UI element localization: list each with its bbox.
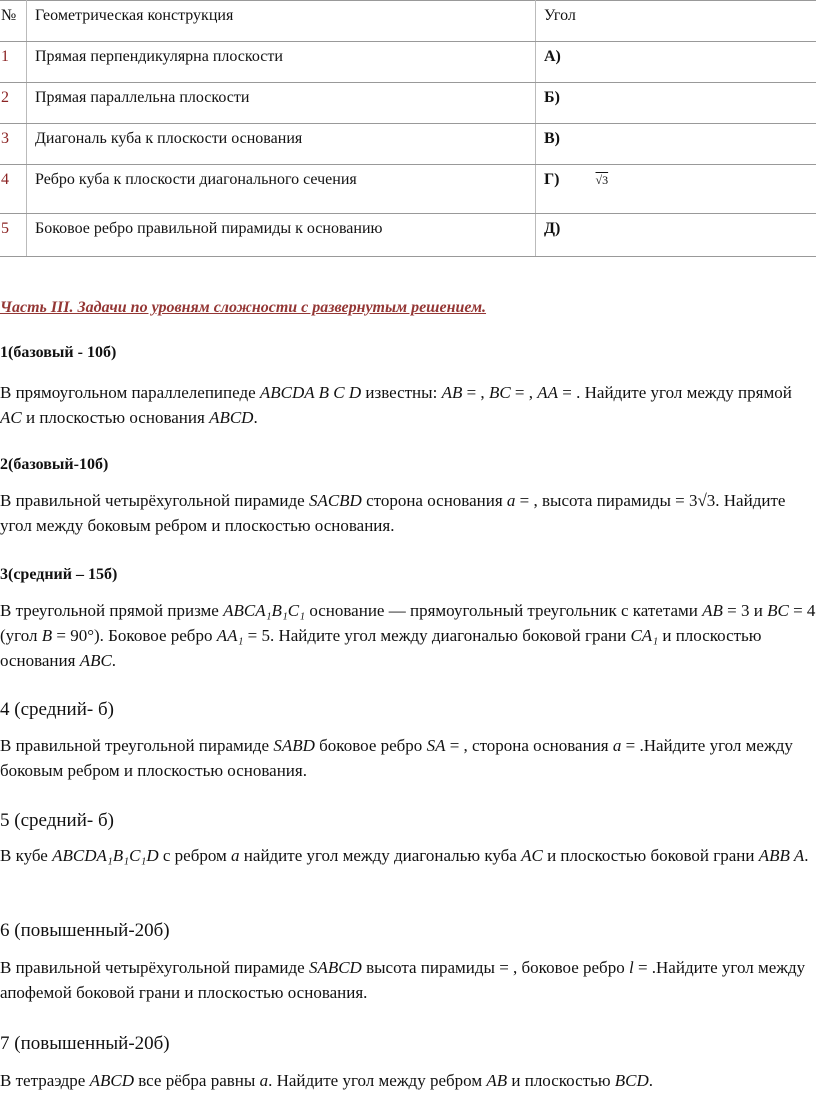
- text-segment: найдите угол между диагональю куба: [239, 846, 522, 865]
- math-expression: ABB A: [758, 846, 805, 865]
- text-segment: = , высота пирамиды = 3√3. Найдите угол между боковым ребром и плоскостью основания.: [0, 491, 786, 535]
- angle-matching-table: [0, 0, 816, 257]
- angle-label: В): [544, 130, 560, 147]
- text-segment: с ребром: [158, 846, 232, 865]
- angle-label: Д): [544, 220, 561, 237]
- angle-cell: [536, 214, 816, 257]
- header-cell: Геометрическая конструкция: [27, 1, 536, 42]
- text-segment: В правильной четырёхугольной пирамиде: [0, 958, 309, 977]
- task-heading: 1(базовый - 10б): [0, 344, 117, 361]
- math-expression: ABC: [79, 651, 112, 670]
- angle-value: √3: [595, 173, 609, 187]
- angle-cell: [536, 165, 816, 214]
- angle-label: Б): [544, 89, 560, 106]
- task-text: [0, 488, 816, 538]
- task-heading: 2(базовый-10б): [0, 456, 109, 473]
- task-heading: 3(средний – 15б): [0, 566, 118, 583]
- text-segment: = 5. Найдите угол между диагональю боковой грани: [243, 626, 631, 645]
- task-heading: 4 (средний- б): [0, 699, 114, 720]
- table-row: [0, 165, 816, 214]
- task-text: [0, 843, 816, 868]
- construction-cell: Прямая перпендикулярна плоскости: [27, 42, 536, 83]
- table-row: [0, 124, 816, 165]
- text-segment: = 90°). Боковое ребро: [52, 626, 217, 645]
- text-segment: = .Найдите угол между боковым ребром и плоскостью основания.: [0, 736, 793, 780]
- table-header-row: [0, 1, 816, 42]
- text-segment: = , сторона основания: [445, 736, 613, 755]
- text-segment: В прямоугольном параллелепипеде: [0, 383, 260, 402]
- math-expression: AA: [537, 383, 559, 402]
- text-segment: боковое ребро: [314, 736, 427, 755]
- angle-cell: [536, 124, 816, 165]
- text-segment: и плоскостью основания: [0, 626, 762, 670]
- math-expression: BCD: [614, 1071, 649, 1090]
- part-title: Часть III. Задачи по уровням сложности с развернутым решением.: [0, 299, 487, 316]
- angle-cell: [536, 83, 816, 124]
- construction-cell: Прямая параллельна плоскости: [27, 83, 536, 124]
- table-row: [0, 42, 816, 83]
- text-segment: = ,: [510, 383, 538, 402]
- text-segment: В кубе: [0, 846, 53, 865]
- text-segment: .: [648, 1071, 654, 1090]
- text-segment: и плоскостью основания: [21, 408, 210, 427]
- math-expression: ABCDA B C D: [259, 383, 362, 402]
- math-expression: SABD: [273, 736, 315, 755]
- math-expression: a: [506, 491, 516, 510]
- task-heading: 5 (средний- б): [0, 810, 114, 831]
- math-expression: BC: [488, 383, 511, 402]
- angle-label: А): [544, 48, 561, 65]
- text-segment: .: [253, 408, 258, 427]
- construction-cell: Боковое ребро правильной пирамиды к основанию: [27, 214, 536, 257]
- text-segment: основание — прямоугольный треугольник с катетами: [305, 601, 703, 620]
- text-segment: В тетраэдре: [0, 1071, 90, 1090]
- math-expression: BC: [767, 601, 789, 620]
- header-cell: Угол: [536, 1, 816, 42]
- text-segment: и плоскостью боковой грани: [542, 846, 759, 865]
- math-expression: ABCD: [89, 1071, 134, 1090]
- task-text: [0, 380, 816, 430]
- construction-cell: Диагональ куба к плоскости основания: [27, 124, 536, 165]
- task-text: [0, 598, 816, 673]
- text-segment: сторона основания: [361, 491, 507, 510]
- task-heading: 7 (повышенный-20б): [0, 1033, 170, 1054]
- row-number: 5: [0, 214, 27, 257]
- text-segment: В правильной треугольной пирамиде: [0, 736, 274, 755]
- math-expression: ABCA₁B₁C₁: [223, 601, 306, 620]
- math-expression: SA: [426, 736, 446, 755]
- row-number: 2: [0, 83, 27, 124]
- text-segment: все рёбра равны: [134, 1071, 260, 1090]
- text-segment: и плоскостью: [507, 1071, 615, 1090]
- math-expression: a: [259, 1071, 269, 1090]
- math-expression: CA₁: [630, 626, 659, 645]
- math-expression: AB: [486, 1071, 508, 1090]
- task-text: [0, 733, 816, 783]
- math-expression: a: [231, 846, 240, 865]
- text-segment: = . Найдите угол между прямой: [558, 383, 792, 402]
- text-segment: известны:: [361, 383, 442, 402]
- table-row: [0, 214, 816, 257]
- math-expression: ABCD: [209, 408, 254, 427]
- math-expression: AA₁: [216, 626, 244, 645]
- task-heading: 6 (повышенный-20б): [0, 920, 170, 941]
- text-segment: В треугольной прямой призме: [0, 601, 224, 620]
- math-expression: AB: [702, 601, 723, 620]
- math-expression: AC: [521, 846, 543, 865]
- math-expression: ABCDA₁B₁C₁D: [52, 846, 159, 865]
- row-number: 3: [0, 124, 27, 165]
- math-expression: AC: [0, 408, 22, 427]
- task-text: [0, 955, 816, 1005]
- row-number: 4: [0, 165, 27, 214]
- text-segment: = 4 (угол: [0, 601, 816, 645]
- math-expression: l: [628, 958, 634, 977]
- math-expression: AB: [441, 383, 463, 402]
- task-text: [0, 1068, 816, 1093]
- text-segment: = ,: [462, 383, 489, 402]
- math-expression: B: [41, 626, 53, 645]
- text-segment: высота пирамиды = , боковое ребро: [361, 958, 629, 977]
- text-segment: = .Найдите угол между апофемой боковой грани и плоскостью основания.: [0, 958, 806, 1002]
- text-segment: . Найдите угол между ребром: [268, 1071, 487, 1090]
- angle-cell: [536, 42, 816, 83]
- math-expression: SACBD: [308, 491, 362, 510]
- text-segment: В правильной четырёхугольной пирамиде: [0, 491, 309, 510]
- table-row: [0, 83, 816, 124]
- text-segment: .: [111, 651, 117, 670]
- math-expression: SABCD: [308, 958, 362, 977]
- text-segment: .: [804, 846, 809, 865]
- construction-cell: Ребро куба к плоскости диагонального сечения: [27, 165, 536, 214]
- math-expression: a: [612, 736, 622, 755]
- text-segment: = 3 и: [722, 601, 768, 620]
- header-cell: №: [0, 1, 27, 42]
- row-number: 1: [0, 42, 27, 83]
- angle-label: Г): [544, 171, 560, 188]
